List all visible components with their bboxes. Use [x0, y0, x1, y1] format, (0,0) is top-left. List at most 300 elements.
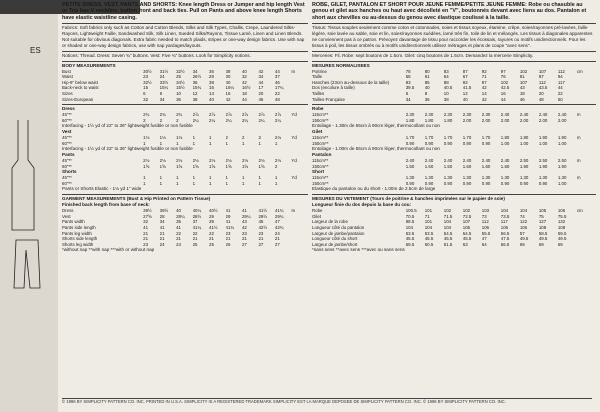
- cell-value: 45: [258, 219, 264, 225]
- dress-yardage-table: [62, 112, 308, 123]
- english-header: PETITE DRESS, VEST, PANTS AND SHORTS: Knee length Dress or Jumper and hip length Vest or Top has V neckline, button front and back ties. Pull on Pants and above knee length Shorts have elastic waistline casing.: [62, 2, 305, 21]
- cell-value: 2: [225, 135, 228, 141]
- elastique-text: Elastique du pantalon ou du short - 1.00m de 2.5cm de large: [312, 186, 436, 192]
- row-label: 60"**: [62, 180, 72, 186]
- cell-value: 0.90: [481, 180, 491, 186]
- pattern-subtitle: ES: [30, 46, 41, 55]
- cell-value: 25: [209, 241, 214, 247]
- cell-value: 2.40: [443, 158, 453, 164]
- cell-value: 32: [143, 219, 149, 225]
- cell-value: 1⅝: [176, 163, 183, 169]
- notions-text: Notions: Thread. Dress: Seven ¾" buttons. Vest: Five ¾" buttons. Look for Simplicity notions.: [62, 51, 308, 59]
- cell-value: 2⅛: [143, 158, 150, 164]
- cell-value: 18: [241, 91, 247, 97]
- row-label: Waist: [62, 74, 73, 80]
- elastic-text: Pants or Shorts Elastic - 1⅛ yd 1" wide: [62, 186, 142, 192]
- cell-value: 101: [424, 208, 433, 214]
- vetement-subtitle: Longueur finie du dos depuis la base du cou:: [312, 202, 412, 208]
- fabrics-text: Fabrics: Soft fabrics only such as Cotton and Cotton Blends, Silks and Silk Types, Challis, Crepe, Laundered Silks-Rayons, Lightweight Faille, Sandwashed Silk, Silk Linen, Sueded Silks/Rayons, Tissue Lamé, Linen and Linen Blends. Not suitable for obvious diagonals. Extra fabric needed to match plaids, stripes or one-way design fabrics. Use with nap or shaded or one-way design fabrics, use with nap yardages/layouts.: [62, 23, 308, 49]
- cell-value: 92: [481, 68, 487, 74]
- cell-value: 2⅛: [176, 158, 183, 164]
- cell-value: 15¾: [192, 85, 202, 91]
- cell-value: 2: [159, 117, 163, 123]
- french-header: ROBE, GILET, PANTALON ET SHORT POUR JEUNE FEMME/PETITE JEUNE FEMME: Robe ou chasuble au genou et gilet aux hanches ou haut avec décolleté en "V", boutonnés devant avec liens au dos. Pantalon et short aux chevilles ou au-dessus du genou avec élastique coulissé à la taille.: [312, 2, 587, 21]
- cell-value: 0.90: [462, 140, 472, 146]
- cell-value: 107: [519, 79, 528, 85]
- cell-value: 2.40: [500, 158, 510, 164]
- english-footnote: *without nap **with nap ***with or without nap: [62, 247, 155, 253]
- cell-value: m: [576, 135, 581, 141]
- cell-value: 28¼: [176, 213, 185, 219]
- cell-value: 0.90: [405, 140, 415, 146]
- cell-value: 104: [405, 224, 414, 230]
- cell-value: 49.5: [519, 236, 529, 242]
- tissus-text: Tissus: Tissus souples seulement comme coton et cotonnades, soies et tissus soyeux, étamine, crêpe, soies/rayonnes pré-lavées, faille légère, soie lavée au sable, soie et lin, soies/rayonnes suédées, lamé très fin, toile de lin et mélangés. Les tissus à diagonales apparentes ne conviennent pas à ce patron. Prévoyez davantage de tissu pour raccorder les écossais, rayures ou motifs unidirectionnels. Pour les tissus à poil, les tissus ombrés ou à motifs unidirectionnels utilisez métrages et plans de coupe "avec sens".: [312, 23, 596, 49]
- cell-value: 2⅛: [159, 158, 166, 164]
- row-label: Shorts leg width: [62, 241, 94, 247]
- cell-value: 2.40: [462, 158, 472, 164]
- cell-value: 40: [225, 79, 231, 85]
- cell-value: 42: [241, 224, 247, 230]
- cell-value: 1.30: [481, 175, 491, 181]
- cell-value: 64: [443, 74, 449, 80]
- cell-value: 29½: [258, 213, 267, 219]
- cell-value: 8: [159, 91, 163, 97]
- row-label: Hanches (23cm au-dessous de la taille): [312, 79, 390, 85]
- cell-value: 0.90: [500, 180, 510, 186]
- row-label: Poitrine: [312, 68, 327, 74]
- cell-value: 53.5: [405, 230, 415, 236]
- cell-value: 1.70: [462, 135, 472, 141]
- cell-value: 2.40: [519, 112, 529, 118]
- cell-value: 41: [241, 208, 247, 214]
- cell-value: 23: [225, 230, 231, 236]
- cell-value: 2¾: [159, 112, 166, 118]
- row-label: Longueur côté du short: [312, 236, 358, 242]
- cell-value: 6: [405, 91, 409, 97]
- cell-value: 21: [143, 236, 149, 242]
- row-label: Dress: [62, 208, 74, 214]
- cell-value: 23: [241, 230, 247, 236]
- cell-value: 2.40: [424, 158, 434, 164]
- cell-value: 10: [443, 91, 449, 97]
- entoilage-robe: Entoilage - 1.30m de 55cm à 90cm léger, thermocollant ou non: [312, 123, 440, 129]
- cell-value: 1: [159, 180, 163, 186]
- cell-value: 1: [192, 180, 196, 186]
- cell-value: 22: [274, 91, 280, 97]
- cell-value: 32: [241, 74, 247, 80]
- cell-value: 16: [209, 85, 214, 91]
- cell-value: 1.80: [424, 117, 434, 123]
- cell-value: 46: [519, 96, 525, 102]
- cell-value: 28: [159, 213, 165, 219]
- cell-value: 2⅛: [274, 135, 282, 141]
- cell-value: 47.5: [500, 236, 510, 242]
- cell-value: 2.30: [443, 112, 453, 118]
- cell-value: 69: [538, 241, 544, 247]
- cell-value: 48: [274, 96, 280, 102]
- cell-value: 20: [538, 91, 544, 97]
- cell-value: 2: [241, 135, 245, 141]
- cell-value: 1.00: [519, 140, 529, 146]
- cell-value: 2⅞: [209, 112, 216, 118]
- cell-value: 1: [209, 180, 212, 186]
- cell-value: 21: [225, 236, 231, 242]
- cell-value: 45.5: [462, 236, 472, 242]
- cell-value: 70.5: [405, 213, 415, 219]
- cell-value: 40: [176, 208, 181, 214]
- cell-value: 75.5: [557, 213, 567, 219]
- interfacing-dress: Interfacing - 1½ yd of 22" to 36" lightweight fusible or non fusible: [62, 123, 193, 129]
- cell-value: 1.70: [443, 135, 453, 141]
- cell-value: 1⅝: [241, 163, 249, 169]
- cell-value: 43: [519, 85, 525, 91]
- cell-value: 28: [209, 74, 214, 80]
- french-column: [312, 2, 596, 253]
- row-label: 150cm**: [312, 140, 329, 146]
- cell-value: 58.5: [538, 230, 548, 236]
- cell-value: 1.30: [443, 175, 453, 181]
- cell-value: 41: [225, 208, 231, 214]
- cell-value: 2.50: [519, 158, 529, 164]
- cell-value: 1.30: [500, 175, 510, 181]
- cell-value: 122: [519, 219, 528, 225]
- cell-value: 104: [519, 208, 528, 214]
- cell-value: 42: [225, 96, 231, 102]
- row-label: 150cm**: [312, 180, 329, 186]
- cell-value: 2¼: [209, 117, 216, 123]
- cell-value: 22: [192, 230, 198, 236]
- cell-value: 132: [557, 219, 566, 225]
- cell-value: 1.50: [443, 163, 453, 169]
- cell-value: cm: [576, 208, 583, 214]
- cell-value: 21: [143, 230, 149, 236]
- cell-value: 16¼: [225, 85, 235, 91]
- cell-value: 1: [258, 180, 261, 186]
- cell-value: 27⅝: [143, 213, 152, 219]
- cell-value: 16: [225, 91, 231, 97]
- cell-value: 15¼: [159, 85, 169, 91]
- garment-subtitle: Finished back length from base of neck:: [62, 202, 150, 208]
- cell-value: 17: [258, 85, 264, 91]
- cell-value: 44: [557, 85, 563, 91]
- cell-value: 104: [500, 208, 509, 214]
- cell-value: 1.30: [462, 175, 472, 181]
- cell-value: 127: [538, 219, 547, 225]
- cell-value: 25: [192, 241, 198, 247]
- cell-value: 42¾: [274, 224, 284, 230]
- cell-value: 80: [424, 68, 430, 74]
- cell-value: 45.5: [405, 236, 415, 242]
- cell-value: 1: [274, 180, 278, 186]
- cell-value: 0.90: [481, 140, 491, 146]
- cell-value: 106: [519, 224, 528, 230]
- cell-value: 63: [462, 241, 468, 247]
- cell-value: 72.5: [462, 213, 472, 219]
- cell-value: 101: [424, 219, 433, 225]
- cell-value: 71: [424, 213, 430, 219]
- row-label: 115cm**: [312, 175, 329, 181]
- cell-value: 2¼: [241, 117, 249, 123]
- cell-value: 97: [481, 79, 487, 85]
- row-label: Tailles-Française: [312, 96, 345, 102]
- cell-value: 108: [557, 224, 566, 230]
- cell-value: 41: [176, 224, 181, 230]
- cell-value: 1: [209, 175, 212, 181]
- cell-value: 104: [424, 224, 433, 230]
- cell-value: 2.00: [500, 117, 510, 123]
- cell-value: 87: [462, 68, 468, 74]
- cell-value: 41.5: [462, 85, 472, 91]
- cell-value: 69: [519, 241, 525, 247]
- cell-value: 85: [424, 79, 430, 85]
- cell-value: 21: [159, 236, 165, 242]
- cell-value: 47: [481, 236, 487, 242]
- cell-value: 71.5: [443, 213, 453, 219]
- cell-value: 1: [274, 175, 278, 181]
- cell-value: 39½: [159, 208, 169, 214]
- cell-value: 41: [225, 219, 231, 225]
- cell-value: 64: [481, 241, 487, 247]
- cell-value: 24: [159, 241, 165, 247]
- cell-value: Yd: [291, 175, 297, 181]
- cell-value: m: [576, 158, 581, 164]
- cell-value: 1: [241, 180, 245, 186]
- garment-measurements-title: GARMENT MEASUREMENTS (Bust & Hip Printed on Pattern Tissue): [62, 194, 308, 202]
- cell-value: 42: [258, 68, 264, 74]
- cell-value: 2.00: [462, 117, 472, 123]
- robe-title: Robe: [312, 104, 596, 112]
- row-label: 115cm**: [312, 112, 329, 118]
- cell-value: 41: [143, 224, 149, 230]
- cell-value: 1: [225, 140, 228, 146]
- cell-value: 39.5: [405, 85, 415, 91]
- cell-value: 104: [443, 224, 452, 230]
- cell-value: 25: [176, 74, 181, 80]
- gilet-title: Gilet: [312, 129, 323, 135]
- cell-value: 1.00: [557, 140, 567, 146]
- cell-value: 1: [143, 180, 146, 186]
- cell-value: 40: [462, 96, 468, 102]
- cell-value: 102: [519, 68, 528, 74]
- cell-value: 23: [143, 74, 149, 80]
- cell-value: 41: [159, 224, 165, 230]
- cell-value: 30½: [143, 68, 152, 74]
- cell-value: 1⅛: [176, 135, 183, 141]
- cell-value: 40¼: [192, 208, 202, 214]
- cell-value: 1.80: [500, 135, 510, 141]
- cell-value: 42: [481, 85, 487, 91]
- copyright-footer: © 1996 BY SIMPLICITY PATTERN CO. INC. PRINTED IN U.S.A. SIMPLICITY IS A REGISTERED TRADEMARK SIMPLICITY EST LA MARQUE DEPOSEE DE SIMPLICITY PATTERN CO. INC. © 1996 BY SIMPLICITY PATTERN CO. INC.: [62, 398, 592, 404]
- cell-value: 42½: [258, 224, 267, 230]
- cell-value: 92: [462, 79, 468, 85]
- cell-value: 112: [538, 79, 546, 85]
- row-label: Sizes: [62, 91, 73, 97]
- row-label: Vest: [62, 213, 71, 219]
- cell-value: Yd: [291, 158, 297, 164]
- cell-value: 1⅝: [209, 163, 216, 169]
- cell-value: 1: [176, 140, 179, 146]
- row-label: 60"**: [62, 163, 72, 169]
- cell-value: 49.5: [557, 236, 567, 242]
- cell-value: 24: [274, 230, 280, 236]
- cell-value: 2.40: [557, 112, 567, 118]
- cell-value: 2.30: [481, 112, 491, 118]
- cell-value: 2¼: [258, 117, 265, 123]
- cell-value: 67: [462, 74, 468, 80]
- cell-value: 1.80: [405, 117, 415, 123]
- cell-value: 15: [143, 85, 149, 91]
- cell-value: 0.90: [424, 140, 434, 146]
- mesures-title: MESURES NORMALISEES: [312, 61, 596, 69]
- row-label: 45"**: [62, 112, 72, 118]
- cell-value: 88: [443, 79, 449, 85]
- row-label: Largeur de jambe/short: [312, 241, 358, 247]
- cell-value: 20: [258, 91, 264, 97]
- cell-value: 40: [424, 85, 430, 91]
- cell-value: 22: [209, 230, 214, 236]
- cell-value: 34: [192, 68, 198, 74]
- mesures-table: [312, 69, 596, 103]
- cell-value: 43.5: [538, 85, 548, 91]
- entoilage-gilet: Entoilage - 1.00m de 55cm à 90cm léger, thermocollant ou non: [312, 146, 440, 152]
- cell-value: 34: [405, 96, 411, 102]
- cell-value: 45.5: [424, 236, 434, 242]
- cell-value: 102: [500, 79, 509, 85]
- cell-value: 1.60: [481, 163, 491, 169]
- cell-value: 21: [159, 230, 165, 236]
- cell-value: 39½: [143, 208, 152, 214]
- cell-value: 6: [143, 91, 146, 97]
- cell-value: 2¼: [274, 117, 282, 123]
- cell-value: 29: [209, 213, 214, 219]
- cell-value: 23: [143, 241, 149, 247]
- cell-value: 41½: [209, 224, 218, 230]
- cell-value: 21: [209, 236, 214, 242]
- cell-value: 18: [519, 91, 525, 97]
- cell-value: 2¾: [143, 112, 150, 118]
- cell-value: 26½: [192, 74, 202, 80]
- row-label: 45"**: [62, 158, 72, 164]
- cell-value: 34: [159, 96, 165, 102]
- cell-value: 2.30: [405, 112, 415, 118]
- cell-value: 1.80: [519, 135, 529, 141]
- cell-value: 71: [481, 74, 487, 80]
- cell-value: 36: [192, 79, 198, 85]
- cell-value: 44: [241, 96, 247, 102]
- cell-value: 41¾: [274, 208, 284, 214]
- cell-value: 1: [192, 140, 196, 146]
- cell-value: 57: [519, 230, 525, 236]
- cell-value: 29¼: [241, 213, 251, 219]
- cell-value: 2⅞: [274, 112, 282, 118]
- cell-value: 1: [241, 175, 245, 181]
- cell-value: 106: [481, 224, 490, 230]
- cell-value: 60.5: [424, 241, 434, 247]
- cell-value: 39: [209, 219, 214, 225]
- cell-value: 21: [176, 236, 181, 242]
- shorts-title: Shorts: [62, 169, 77, 175]
- vest-yardage-table: [62, 135, 308, 146]
- cell-value: 1.30: [557, 175, 567, 181]
- cell-value: 36: [176, 96, 181, 102]
- cell-value: 83: [405, 79, 411, 85]
- cell-value: 32½: [143, 79, 152, 85]
- cell-value: 38: [209, 79, 214, 85]
- cell-value: 21: [192, 236, 198, 242]
- cell-value: 49.5: [538, 236, 548, 242]
- cell-value: 1: [159, 175, 163, 181]
- vetement-title: MESURES DU VETEMENT (Tours de poitrine & hanches imprimées sur le papier de soie): [312, 194, 596, 202]
- cell-value: 2.40: [405, 158, 415, 164]
- cell-value: 55.5: [481, 230, 491, 236]
- cell-value: 44: [258, 79, 264, 85]
- cell-value: 106: [500, 224, 509, 230]
- cell-value: In: [291, 208, 296, 214]
- cell-value: 23: [258, 230, 264, 236]
- cell-value: [291, 97, 308, 103]
- cell-value: 112: [557, 68, 565, 74]
- cell-value: 1.30: [538, 175, 548, 181]
- cell-value: 15½: [176, 85, 185, 91]
- cell-value: 44: [274, 68, 280, 74]
- short-metrage-table: [312, 175, 596, 186]
- cell-value: 108: [538, 224, 547, 230]
- cell-value: 42: [481, 96, 487, 102]
- cell-value: 69: [557, 241, 563, 247]
- garment-sketch: [4, 120, 54, 290]
- cell-value: 0.90: [462, 180, 472, 186]
- cell-value: 1: [192, 135, 196, 141]
- cell-value: 2.40: [538, 112, 548, 118]
- cell-value: 1.50: [405, 163, 415, 169]
- cell-value: 1.00: [538, 140, 548, 146]
- cell-value: 112: [481, 219, 489, 225]
- cell-value: 44: [500, 96, 506, 102]
- cell-value: 12: [462, 91, 468, 97]
- cell-value: 94: [557, 74, 563, 80]
- cell-value: 66.5: [500, 241, 510, 247]
- cell-value: 1.80: [443, 117, 453, 123]
- cell-value: 2: [258, 135, 261, 141]
- cell-value: 26: [225, 241, 231, 247]
- vetement-table: [312, 208, 596, 247]
- cell-value: 38: [225, 68, 231, 74]
- cell-value: 14: [209, 91, 214, 97]
- cell-value: 1: [274, 140, 278, 146]
- cell-value: 1.30: [424, 175, 434, 181]
- cell-value: 1: [159, 140, 163, 146]
- row-label: Tailles: [312, 91, 325, 97]
- cell-value: 1.90: [519, 163, 529, 169]
- cell-value: 8: [424, 91, 428, 97]
- row-label: Sizes-European: [62, 96, 94, 102]
- cell-value: 1⅝: [225, 163, 232, 169]
- cell-value: 59.5: [405, 241, 415, 247]
- pants-title: Pants: [62, 152, 75, 158]
- row-label: 45"**: [62, 175, 72, 181]
- cell-value: 0.90: [405, 180, 415, 186]
- cell-value: 35: [176, 219, 181, 225]
- cell-value: 2⅛: [192, 158, 199, 164]
- cell-value: 61.5: [443, 241, 453, 247]
- row-label: 150cm**: [312, 163, 329, 169]
- cell-value: 1⅛: [159, 135, 166, 141]
- vest-title: Vest: [62, 129, 72, 135]
- cell-value: 1: [209, 140, 212, 146]
- cell-value: 0.90: [443, 180, 453, 186]
- cell-value: 27: [241, 241, 247, 247]
